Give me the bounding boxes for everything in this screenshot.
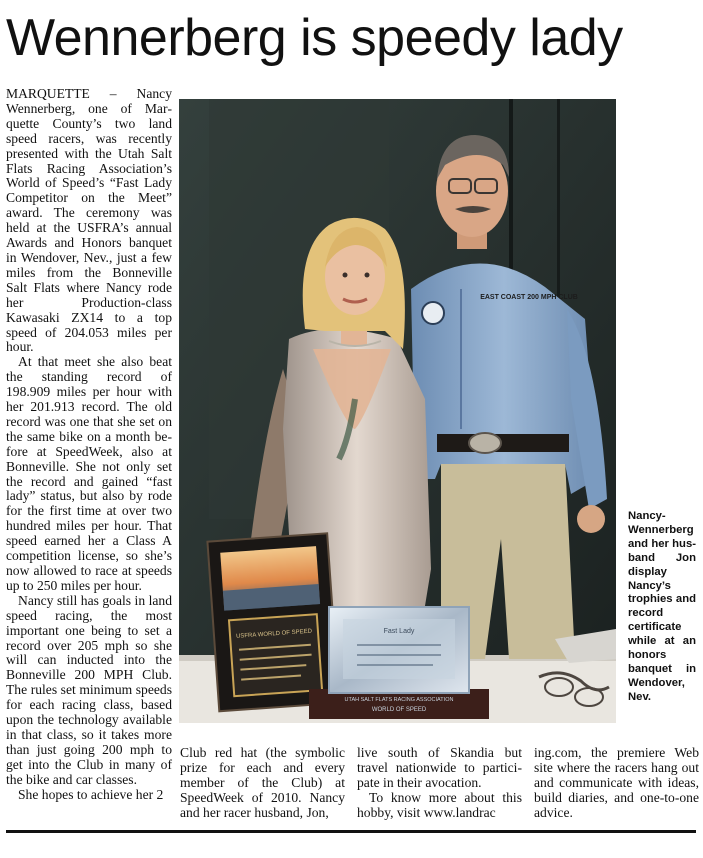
article-paragraph: She hopes to achieve her 2 — [18, 786, 164, 802]
plaque-text: USFRA WORLD OF SPEED — [235, 628, 313, 640]
photo-caption: Nancy-Wennerberg and her husband Jon display Nancy’s trophies and record certificate while at an honors banquet in Wendover, Nev. — [628, 510, 696, 703]
article-column-bottom-1 — [180, 746, 345, 821]
article-paragraph: live south of Skandia but travel nationwide to participate in their avocation. — [357, 745, 522, 790]
article-paragraph: Club red hat (the symbolic prize for each and every member of the Club) at SpeedWeek of 2010. Nancy and her racer husband, Jon, — [180, 745, 345, 820]
crystal-text: Fast Lady — [383, 628, 415, 635]
article-column-bottom-3 — [534, 746, 699, 821]
article-paragraph: To know more about this hobby, visit www.landrac — [357, 789, 522, 820]
headline: Wennerberg is speedy lady — [6, 9, 623, 67]
shirt-badge: EAST COAST 200 MPH CLUB — [480, 294, 578, 301]
crystal-base-text-2: WORLD OF SPEED — [371, 707, 427, 713]
bottom-rule — [6, 830, 696, 833]
article-column-bottom-2 — [357, 746, 522, 821]
article-paragraph: MARQUETTE – Nancy Wennerberg, one of Marquette County’s two land speed racers, was recently presented with the Utah Salt Flats Racing Association’s World of Speed’s “Fast Lady Competitor on the Meet” award. The ceremony was held at the USFRA’s annual Awards and Honors banquet in Wendover, Nev., just a few miles from the Bonneville Salt Flats where Nancy rode her Production-class Kawasaki ZX14 to a top speed of 204.053 miles per hour. — [6, 86, 172, 355]
article-paragraph: ing.com, the premiere Web site where the racers hang out and communicate with ideas, build diaries, and one-to-one advice. — [534, 745, 699, 820]
photo-illustration — [179, 99, 616, 723]
article-column-main — [6, 87, 172, 803]
crystal-base-text: UTAH SALT FLATS RACING ASSOCIATION — [344, 697, 454, 703]
article-paragraph: At that meet she also beat the standing record of 198.909 miles per hour with her 201.913 record. The old record was one that she set on the same bike on a month before at SpeedWeek, also at Bonneville. She not only set the record and gained “fast lady” status, but also by rode for the first time at over two hundred miles per hour. That speed earned her a Class A competition license, so she’s now allowed to race at speeds up to 250 miles per hour. — [6, 354, 172, 593]
article-paragraph: Nancy still has goals in land speed racing, the most important one being to set a record over 205 mph so she will can inducted into the Bonneville 200 MPH Club. The rules set minimum speeds for each racing class, based upon the technology available in that class, so it takes more than just going 200 mph to get into the Club in many of the bike and car classes. — [6, 592, 172, 787]
photo — [179, 99, 616, 723]
